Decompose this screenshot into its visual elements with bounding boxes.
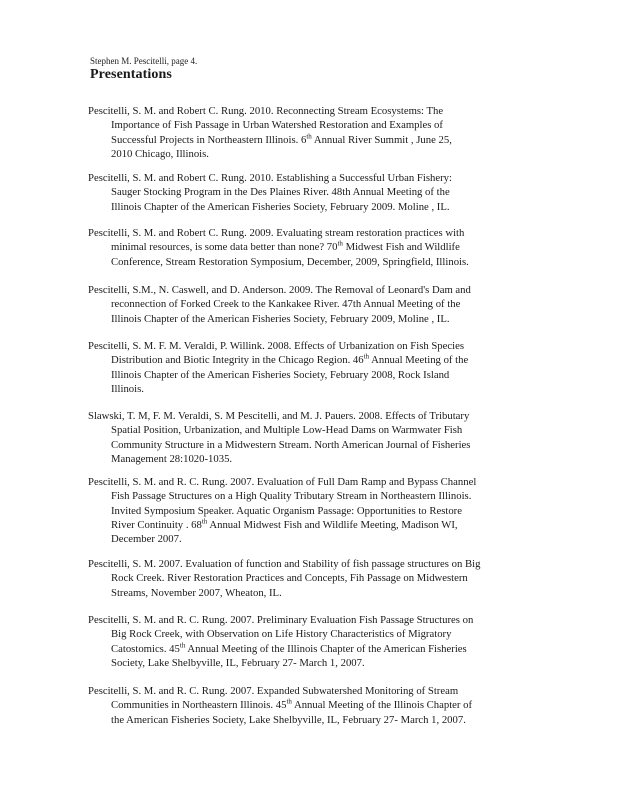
citation-entry	[88, 171, 524, 214]
citation-line: Management 28:1020-1035.	[111, 452, 233, 465]
citation-line: Pescitelli, S. M. and Robert C. Rung. 2009. Evaluating stream restoration practices with	[88, 227, 465, 239]
citation-line: Pescitelli, S. M. 2007. Evaluation of function and Stability of fish passage structures on Big	[88, 558, 481, 570]
citation-text: Catostomics. 45	[111, 642, 180, 655]
citation-line: Pescitelli, S. M. F. M. Veraldi, P. Willink. 2008. Effects of Urbanization on Fish Species	[88, 340, 465, 352]
citation-line: Pescitelli, S.M., N. Caswell, and D. Anderson. 2009. The Removal of Leonard's Dam and	[88, 284, 471, 296]
citation-line: Fish Passage Structures on a High Quality Tributary Stream in Northeastern Illinois.	[111, 490, 472, 503]
citation-line: Pescitelli, S. M. and Robert C. Rung. 2010. Reconnecting Stream Ecosystems: The	[88, 105, 444, 117]
citation-line: Society, Lake Shelbyville, IL, February 27- March 1, 2007.	[111, 656, 365, 669]
citation-text: Annual River Summit , June 25,	[311, 133, 452, 146]
ordinal-suffix: th	[201, 517, 208, 526]
citation-line: Community Structure in a Midwestern Stream. North American Journal of Fisheries	[111, 438, 471, 451]
citation-entry	[88, 104, 524, 161]
citation-text: River Continuity . 68	[111, 518, 202, 531]
citation-text: Annual Meeting of the Illinois Chapter of	[291, 699, 473, 712]
ordinal-suffix: th	[363, 352, 370, 361]
citation-entry	[88, 226, 524, 269]
citation-entry	[88, 409, 524, 466]
citation-line: Illinois Chapter of the American Fisheries Society, February 2009, Moline , IL.	[111, 312, 450, 325]
citation-line: Pescitelli, S. M. and Robert C. Rung. 2010. Establishing a Successful Urban Fishery:	[88, 172, 452, 184]
citation-line: Conference, Stream Restoration Symposium, December, 2009, Springfield, Illinois.	[111, 255, 469, 268]
citation-line: Illinois Chapter of the American Fisheries Society, February 2009. Moline , IL.	[111, 200, 450, 213]
ordinal-suffix: th	[179, 641, 186, 650]
citation-line: 2010 Chicago, Illinois.	[111, 147, 209, 160]
section-title: Presentations	[90, 67, 172, 82]
citation-line: Big Rock Creek, with Observation on Life History Characteristics of Migratory	[111, 628, 452, 641]
citation-text: Successful Projects in Northeastern Illinois. 6	[111, 133, 307, 146]
ordinal-suffix: th	[286, 697, 292, 706]
citation-entry	[88, 613, 524, 670]
ordinal-suffix: th	[306, 132, 312, 141]
citation-text: Communities in Northeastern Illinois. 45	[111, 699, 287, 712]
running-head: Stephen M. Pescitelli, page 4.	[90, 56, 198, 66]
citation-text: minimal resources, is some data better than none? 70	[111, 241, 338, 254]
citation-text: Annual Midwest Fish and Wildlife Meeting, Madison WI,	[207, 518, 458, 531]
citation-entry	[88, 684, 524, 727]
citation-line: Spatial Position, Urbanization, and Multiple Low-Head Dams on Warmwater Fish	[111, 424, 463, 437]
citation-line: Invited Symposium Speaker. Aquatic Organism Passage: Opportunities to Restore	[111, 504, 462, 517]
citation-line	[88, 133, 524, 147]
citation-line: Illinois Chapter of the American Fisheries Society, February 2008, Rock Island	[111, 368, 450, 381]
citation-line	[88, 240, 524, 254]
citation-text: Distribution and Biotic Integrity in the Chicago Region. 46	[111, 354, 364, 367]
citation-line: the American Fisheries Society, Lake Shelbyville, IL, February 27- March 1, 2007.	[111, 713, 466, 726]
citation-line: Rock Creek. River Restoration Practices and Concepts, Fih Passage on Midwestern	[111, 572, 468, 585]
citation-line	[88, 698, 524, 712]
citation-entry	[88, 339, 524, 396]
citation-entry	[88, 557, 524, 600]
citation-text: Annual Meeting of the	[369, 354, 469, 367]
ordinal-suffix: th	[337, 239, 343, 248]
citation-text: Midwest Fish and Wildlife	[342, 241, 460, 254]
citation-entry	[88, 283, 524, 326]
citation-line: Pescitelli, S. M. and R. C. Rung. 2007. Evaluation of Full Dam Ramp and Bypass Channel	[88, 476, 477, 488]
citation-line: Pescitelli, S. M. and R. C. Rung. 2007. Expanded Subwatershed Monitoring of Stream	[88, 685, 459, 697]
citation-line	[88, 353, 524, 367]
citation-line: Illinois.	[111, 382, 144, 395]
citation-entry	[88, 475, 524, 546]
citation-line: Importance of Fish Passage in Urban Watershed Restoration and Examples of	[111, 119, 443, 132]
citation-line	[88, 518, 524, 532]
citation-line	[88, 642, 524, 656]
citation-line: Sauger Stocking Program in the Des Plaines River. 48th Annual Meeting of the	[111, 186, 450, 199]
citation-line: Pescitelli, S. M. and R. C. Rung. 2007. Preliminary Evaluation Fish Passage Structures on	[88, 614, 474, 626]
citation-line: Streams, November 2007, Wheaton, IL.	[111, 586, 282, 599]
citation-line: December 2007.	[111, 533, 182, 546]
citation-line: Slawski, T. M, F. M. Veraldi, S. M Pescitelli, and M. J. Pauers. 2008. Effects of Tributary	[88, 410, 470, 422]
citation-line: reconnection of Forked Creek to the Kankakee River. 47th Annual Meeting of the	[111, 298, 461, 311]
citation-text: Annual Meeting of the Illinois Chapter of the American Fisheries	[185, 642, 467, 655]
